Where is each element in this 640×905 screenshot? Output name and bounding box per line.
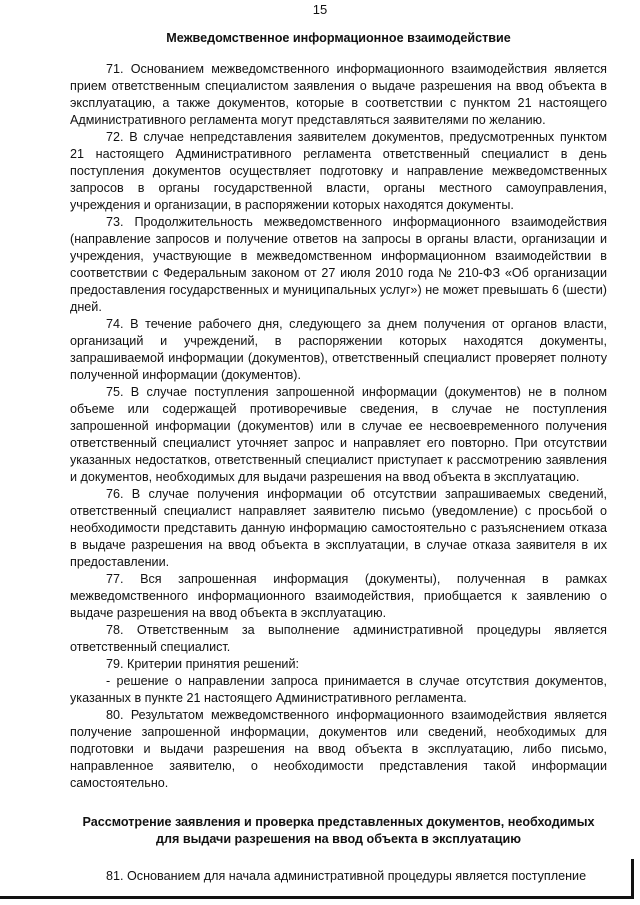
paragraph-79-criterion: - решение о направлении запроса принимается в случае отсутствия документов, указанных в пункте 21 настоящего Административного регламента. <box>70 674 607 705</box>
paragraph-75: 75. В случае поступления запрошенной информации (документов) не в полном объеме или содержащей противоречивые сведения, в случае не поступления запрошенной информации (документов) или в случае ее несвоевременного получения ответственный специалист уточняет запрос и направляет его повторно. При отсутствии указанных недостатков, ответственный специалист приступает к рассмотрению заявления и документов, необходимых для выдачи разрешения на ввод объекта в эксплуатацию. <box>70 385 607 484</box>
scan-bottom-edge <box>0 896 632 899</box>
paragraph-80: 80. Результатом межведомственного информационного взаимодействия является получение запрошенной информации, документов или сведений, необходимых для подготовки и выдачи разрешения на ввод объекта в эксплуатацию, либо письмо, направленное заявителю, о необходимости представления такой информации самостоятельно. <box>70 708 607 790</box>
paragraph-77: 77. Вся запрошенная информация (документы), полученная в рамках межведомственного информационного взаимодействия, приобщается к заявлению о выдаче разрешения на ввод объекта в эксплуатацию. <box>70 572 607 620</box>
page-number: 15 <box>312 2 328 17</box>
paragraph-74: 74. В течение рабочего дня, следующего за днем получения от органов власти, организаций и учреждений, в распоряжении которых находятся документы, запрашиваемой информации (документов), ответственный специалист проверяет полноту полученной информации (документов). <box>70 317 607 382</box>
paragraph-72: 72. В случае непредставления заявителем документов, предусмотренных пунктом 21 настоящего Административного регламента ответственный специалист в день поступления документов осуществляет подготовку и направление межведомственных запросов в органы государственной власти, органы местного самоуправления, учреждения и организации, в распоряжении которых находятся документы. <box>70 130 607 212</box>
scan-right-edge <box>631 859 634 899</box>
document-body <box>70 30 607 885</box>
paragraph-81: 81. Основанием для начала административной процедуры является поступление <box>106 869 587 883</box>
paragraph-78: 78. Ответственным за выполнение административной процедуры является ответственный специалист. <box>70 623 607 654</box>
paragraph-76: 76. В случае получения информации об отсутствии запрашиваемых сведений, ответственный специалист направляет заявителю письмо (уведомление) с просьбой о необходимости представить данную информацию самостоятельно с разъяснением отказа в выдаче разрешения на ввод объекта в эксплуатации, в случае отказа заявителя в их предоставлении. <box>70 487 607 569</box>
paragraph-79: 79. Критерии принятия решений: <box>106 657 299 671</box>
section-heading-2: Рассмотрение заявления и проверка представленных документов, необходимых для выдачи разрешения на ввод объекта в эксплуатацию <box>82 815 595 846</box>
paragraph-71: 71. Основанием межведомственного информационного взаимодействия является прием ответственным специалистом заявления о выдаче разрешения на ввод объекта в эксплуатацию, а также документов, которые в соответствии с пунктом 21 настоящего Административного регламента могут представляться заявителями по желанию. <box>70 62 607 127</box>
paragraph-73: 73. Продолжительность межведомственного информационного взаимодействия (направление запросов и получение ответов на запросы в органы власти, организации и учреждения, участвующие в межведомственном информационном взаимодействии в соответствии с Федеральным законом от 27 июля 2010 года № 210-ФЗ «Об организации предоставления государственных и муниципальных услуг») не может превышать 6 (шести) дней. <box>70 215 607 314</box>
section-heading: Межведомственное информационное взаимодействие <box>166 31 511 45</box>
